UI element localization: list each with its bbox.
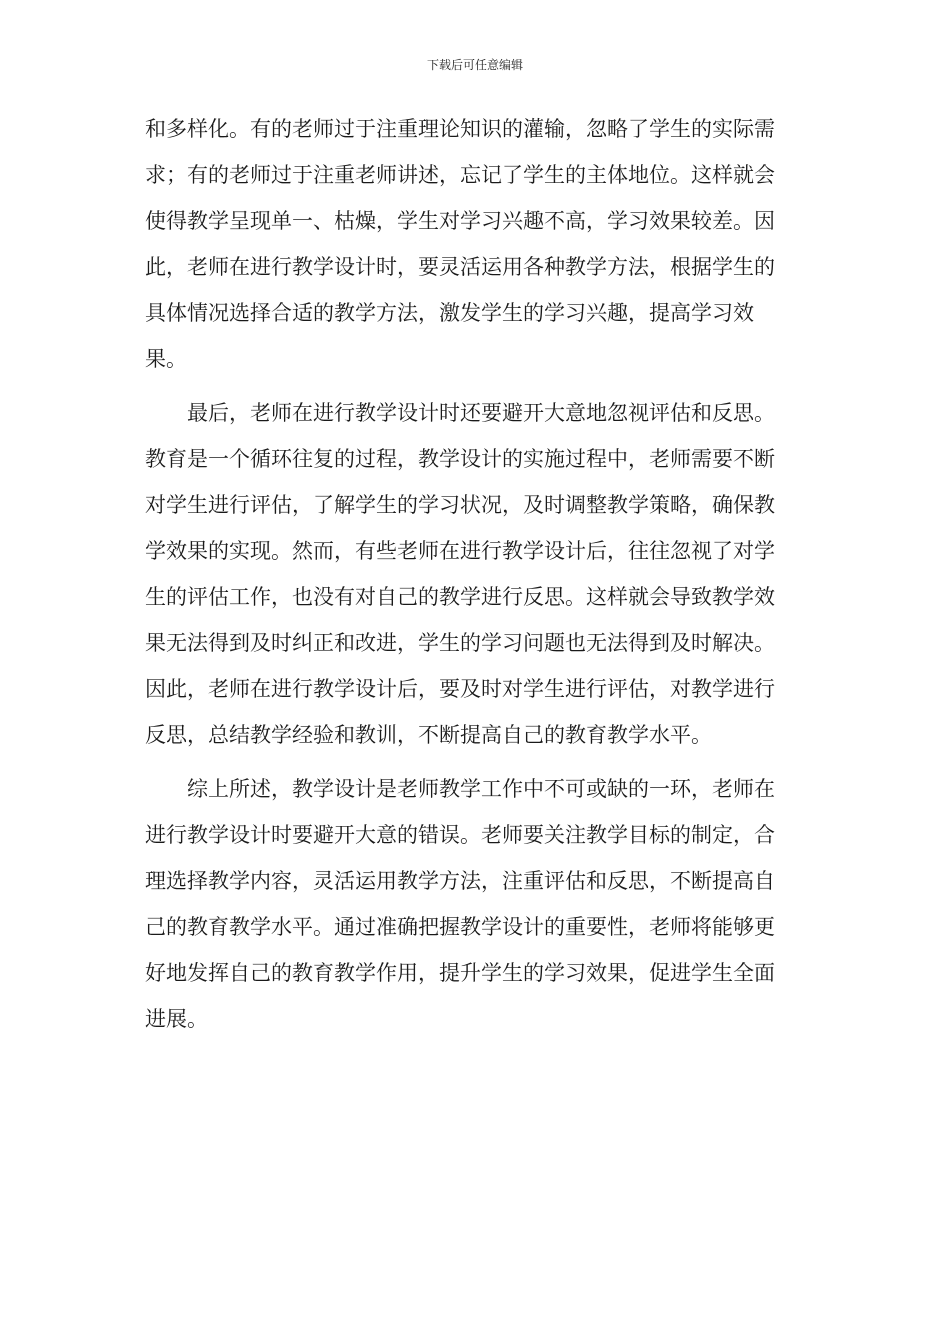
paragraph-evaluation-reflection: 最后，老师在进行教学设计时还要避开大意地忽视评估和反思。教育是一个循环往复的过程，教学设计的实施过程中，老师需要不断对学生进行评估，了解学生的学习状况，及时调整教学策略，确保教学效果的实现。然而，有些老师在进行教学设计后，往往忽视了对学生的评估工作，也没有对自己的教学进行反思。这样就会导致教学效果无法得到及时纠正和改进，学生的学习问题也无法得到及时解决。因此，老师在进行教学设计后，要及时对学生进行评估，对教学进行反思，总结教学经验和教训，不断提高自己的教育教学水平。 [145,401,775,747]
paragraph-continued: 和多样化。有的老师过于注重理论知识的灌输，忽略了学生的实际需求；有的老师过于注重老师讲述，忘记了学生的主体地位。这样就会使得教学呈现单一、枯燥，学生对学习兴趣不高，学习效果较差。因此，老师在进行教学设计时，要灵活运用各种教学方法，根据学生的具体情况选择合适的教学方法，激发学生的学习兴趣，提高学习效果。 [145,117,775,371]
paragraph-conclusion: 综上所述，教学设计是老师教学工作中不可或缺的一环，老师在进行教学设计时要避开大意的错误。老师要关注教学目标的制定，合理选择教学内容，灵活运用教学方法，注重评估和反思，不断提高自己的教育教学水平。通过准确把握教学设计的重要性，老师将能够更好地发挥自己的教育教学作用，提升学生的学习效果，促进学生全面进展。 [145,777,775,1031]
page-header: 下载后可任意编辑 [426,58,523,72]
document-body [145,106,795,1042]
